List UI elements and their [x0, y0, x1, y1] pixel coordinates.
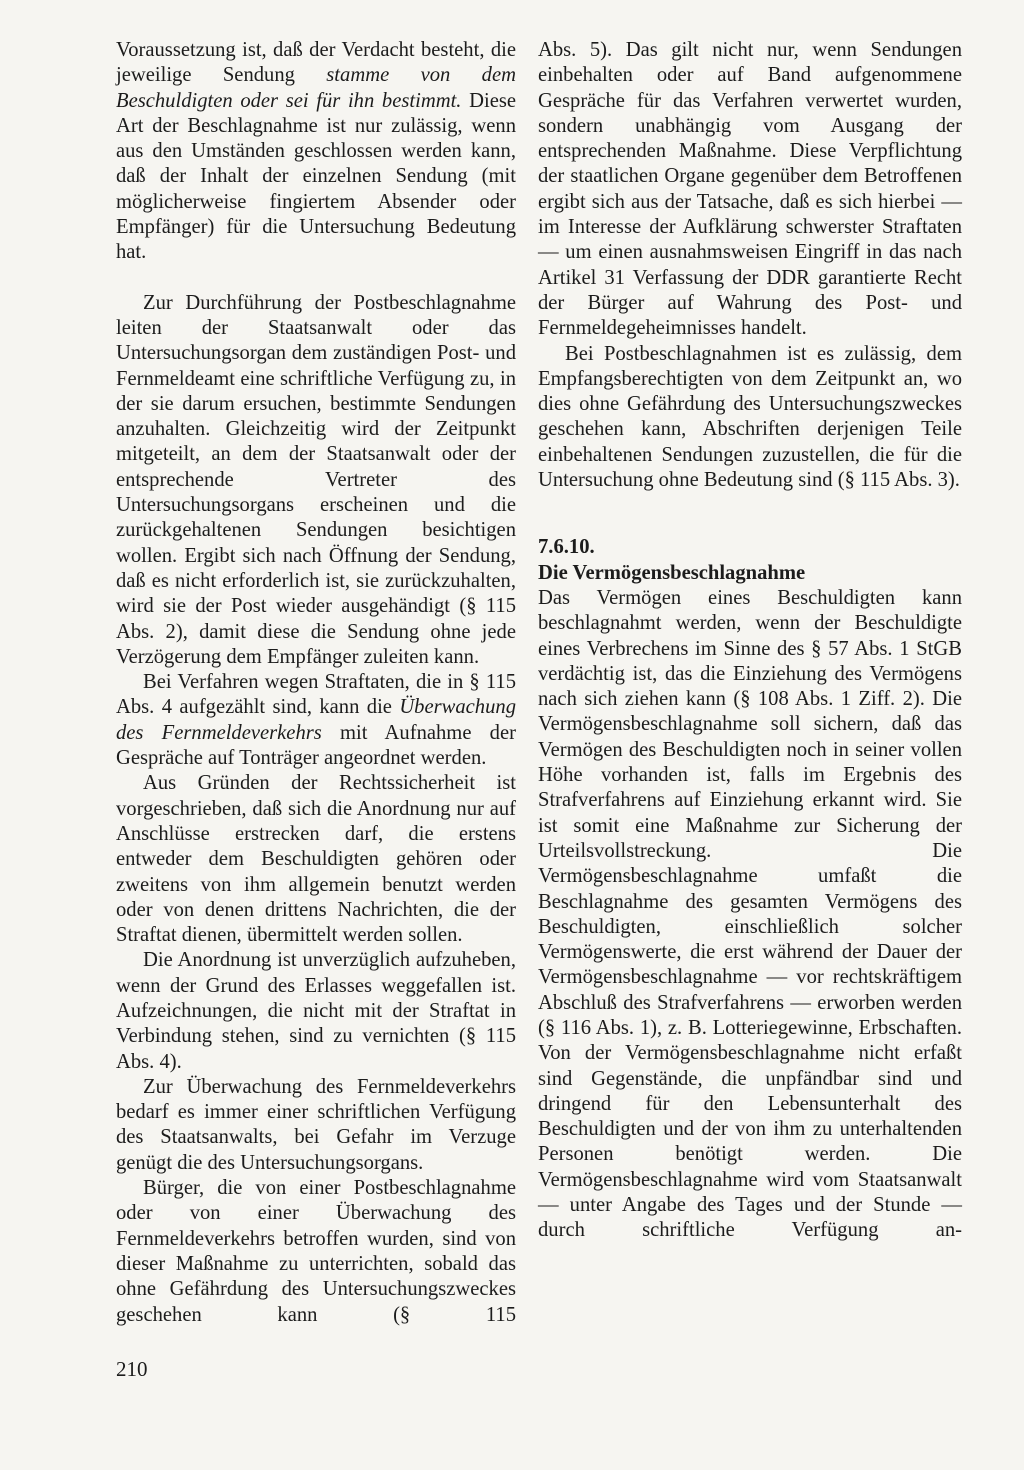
left-column — [116, 38, 516, 1328]
paragraph-rechtssicherheit: Aus Gründen der Rechtssicherheit ist vorgeschrieben, daß sich die Anordnung nur auf Anschlüsse erstrecken darf, die erstens entweder dem Beschuldigten gehören oder zweitens von ihm allgemein benutzt werden oder von denen drittens Nachrichten, die der Straftat dienen, übermittelt werden sollen. — [116, 772, 516, 947]
emphasis-text: stamme von dem Beschuldigten oder sei für ihn bestimmt. — [116, 64, 516, 112]
section-title: Die Vermögensbeschlagnahme — [538, 561, 806, 584]
paragraph-schriftliche-verfuegung: Zur Überwachung des Fernmeldeverkehrs bedarf es immer einer schriftlichen Verfügung des Staatsanwalts, bei Gefahr im Verzuge genügt die des Untersuchungsorgans. — [116, 1075, 516, 1174]
paragraph-anordnung-aufheben: Die Anordnung ist unverzüglich aufzuheben, wenn der Grund des Erlasses weggefallen ist. Aufzeichnungen, die nicht mit der Straftat in Verbindung stehen, sind zu vernichten (§ 115 Abs. 4). — [116, 949, 516, 1073]
section-number: 7.6.10. — [538, 536, 595, 559]
paragraph-postbeschlagnahme-voraussetzung: Voraussetzung ist, daß der Verdacht besteht, die jeweilige Sendung stamme von dem Beschuldigten oder sei für ihn bestimmt. Diese Art der Beschlagnahme ist nur zulässig, wenn aus den Umständen geschlossen werden kann, daß der Inhalt der einzelnen Sendung (mit möglicherweise fingiertem Absender oder Empfänger) für die Untersuchung Bedeutung hat. — [116, 39, 517, 264]
paragraph-verpflichtung: Abs. 5). Das gilt nicht nur, wenn Sendungen einbehalten oder auf Band aufgenommene Gespräche für das Verfahren verwertet wurden, sondern unabhängig vom Ausgang der entsprechenden Maßnahme. Diese Verpflichtung der staatlichen Organe gegenüber dem Betroffenen ergibt sich aus der Tatsache, daß es sich hierbei — im Interesse der Aufklärung schwerster Straftaten — um einen ausnahmsweisen Eingriff in das nach Artikel 31 Verfassung der DDR garantierte Recht der Bürger auf Wahrung des Post- und Fernmeldegeheimnisses handelt. — [538, 39, 962, 340]
paragraph-ueberwachung-fernmeldeverkehr: Bei Verfahren wegen Straftaten, die in § 115 Abs. 4 aufgezählt sind, kann die Überwachung des Fernmeldeverkehrs mit Aufnahme der Gespräche auf Tonträger angeordnet werden. — [116, 671, 516, 770]
paragraph-buerger-unterrichten: Bürger, die von einer Postbeschlagnahme oder von einer Überwachung des Fernmeldeverkehrs betroffen wurden, sind von dieser Maßnahme zu unterrichten, sobald das ohne Gefährdung des Untersuchungszweckes geschehen kann (§ 115 — [116, 1177, 516, 1326]
right-column — [538, 38, 962, 1244]
paragraph-abschriften: Bei Postbeschlagnahmen ist es zulässig, dem Empfangsberechtigten von dem Zeitpunkt an, wo dies ohne Gefährdung des Untersuchungszweckes geschehen kann, Abschriften derjenigen Teile einbehaltenen Sendungen zuzustellen, die für die Untersuchung ohne Bedeutung sind (§ 115 Abs. 3). — [538, 342, 962, 492]
paragraph-durchfuehrung: Zur Durchführung der Postbeschlagnahme leiten der Staatsanwalt oder das Untersuchungsorgan dem zuständigen Post- und Fernmeldeamt eine schriftliche Verfügung zu, in der sie darum ersuchen, bestimmte Sendungen anzuhalten. Gleichzeitig wird der Zeitpunkt mitgeteilt, an dem der Staatsanwalt oder der entsprechende Vertreter des Untersuchungsorgans erscheinen und die zurückgehaltenen Sendungen besichtigen wollen. Ergibt sich nach Öffnung der Sendung, daß es nicht erforderlich ist, sie zurückzuhalten, wird sie der Post wieder ausgehändigt (§ 115 Abs. 2), damit diese die Sendung ohne jede Verzögerung dem Empfänger zuleiten kann. — [116, 291, 516, 668]
page-number: 210 — [116, 1357, 148, 1381]
emphasis-text: Überwachung des Fernmeldeverkehrs — [116, 696, 516, 744]
paragraph-vermoegensbeschlagnahme: Das Vermögen eines Beschuldigten kann beschlagnahmt werden, wenn der Beschuldigte eines Verbrechens im Sinne des § 57 Abs. 1 StGB verdächtig ist, das die Einziehung des Vermögens nach sich ziehen kann (§ 108 Abs. 1 Ziff. 2). Die Vermögensbeschlagnahme soll sichern, daß das Vermögen des Beschuldigten noch in seiner vollen Höhe vorhanden ist, falls im Ergebnis des Strafverfahrens auf Einziehung erkannt wird. Sie ist somit eine Maßnahme zur Sicherung der Urteilsvollstreckung. Die Vermögensbeschlagnahme umfaßt die Beschlagnahme des gesamten Vermögens des Beschuldigten, einschließlich solcher Vermögenswerte, die erst während der Dauer der Vermögensbeschlagnahme — vor rechtskräftigem Abschluß des Strafverfahrens — erworben werden (§ 116 Abs. 1), z. B. Lotteriegewinne, Erbschaften. Von der Vermögensbeschlagnahme nicht erfaßt sind Gegenstände, die unpfändbar sind und dringend für den Lebensunterhalt des Beschuldigten und der von ihm zu unterhaltenden Personen benötigt werden. Die Vermögensbeschlagnahme wird vom Staatsanwalt — unter Angabe des Tages und der Stunde — durch schriftliche Verfügung an- — [538, 586, 962, 1242]
